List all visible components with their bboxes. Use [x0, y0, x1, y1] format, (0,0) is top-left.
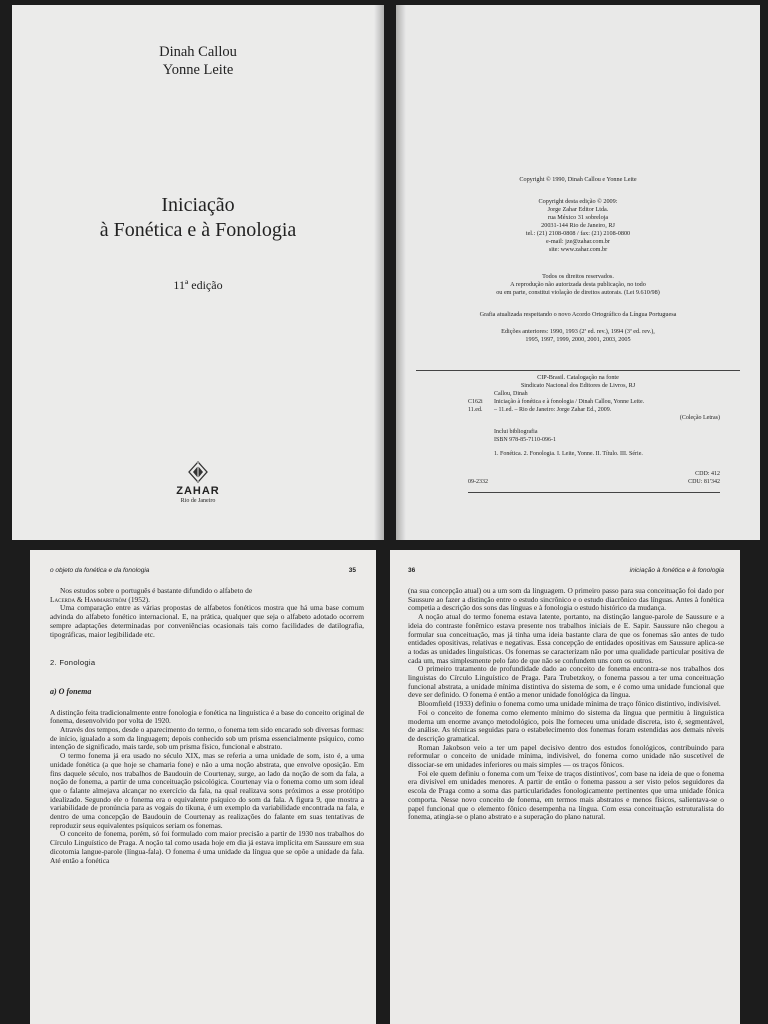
page-35	[30, 550, 376, 1024]
publisher-logo	[12, 461, 384, 504]
cip-classification	[468, 470, 720, 493]
section-heading: 2. Fonologia	[50, 658, 96, 668]
page-36	[390, 550, 740, 1024]
page-body	[50, 587, 364, 865]
cip-record	[468, 390, 720, 458]
paragraph: (na sua concepção atual) ou a um som da linguagem. O primeiro passo para sua conceituação foi dado por Saussure ao fazer a distinção entre o estudo sincrônico e o estudo diacrônico das línguas. Antes à fonética competia a descrição dos sons das línguas e à fonologia o estudo histórico da mudança.	[408, 586, 724, 613]
cip-title: Iniciação à fonética e à fonologia / Dinah Callou, Yonne Leite.	[494, 399, 645, 405]
running-header	[408, 567, 724, 574]
copyright-page	[396, 5, 760, 540]
publisher-block: Copyright desta edição © 2009: Jorge Zahar Editor Ltda. rua México 31 sobreloja 20031-144 Rio de Janeiro, RJ tel.: (21) 2108-0808 / fax: (21) 2108-0800 e-mail: jze@zahar.com.br site: www.zahar.com.br	[525, 198, 631, 253]
title-line-2: à Fonética e à Fonologia	[99, 219, 297, 241]
cover-page	[12, 5, 384, 540]
running-header	[50, 567, 356, 574]
author-2: Yonne Leite	[162, 62, 234, 78]
cip-includes: Inclui bibliografia	[494, 429, 538, 435]
paragraph: O primeiro tratamento de profundidade dado ao conceito de fonema encontra-se nos trabalhos dos linguistas do Círculo Linguístico de Praga. Para Trubetzkoy, o fonema passou a ter uma conceituação funcional abstrata, a unidade mínima distintiva do sistema de som, e é como uma unidade funcional que deve ser definido. O fonema é então a menor unidade fonológica da língua.	[408, 664, 724, 700]
page-body	[408, 587, 724, 822]
copyright-line: Copyright © 1990, Dinah Callou e Yonne Leite	[519, 176, 637, 183]
paragraph: Nos estudos sobre o português é bastante difundido o alfabeto de Lacerda & Hammarström (1952).	[50, 586, 253, 604]
paragraph: Foi ele quem definiu o fonema com um 'feixe de traços distintivos', com base na ideia de que o fonema era divisível em unidades menores. A partir de então o fonema passou a ser visto pelos seguidores da escola de Praga como a soma das particularidades fonologicamente pertinentes que uma unidade fônica comporta. Nesse novo conceito de fonema, em termos mais abstratos e menos físicos, salientava-se o papel funcional que o elemento fônico desempenha na língua. Com essa conceituação estruturalista do fonema, atingia-se o plano abstrato e a superação do plano natural.	[408, 768, 724, 822]
rights-notice: Todos os direitos reservados. A reprodução não autorizada desta publicação, no todo ou em parte, constitui violação de direitos autorais. (Lei 9.610/98)	[496, 273, 660, 296]
running-title: o objeto da fonética e da fonologia	[50, 567, 150, 574]
paragraph: Através dos tempos, desde o aparecimento do termo, o fonema tem sido encarado sob diversas formas: de início, igualado a som da linguagem; depois conhecido sob um prisma essencialmente psíquico, como intenção de significado, mais tarde, sob um prisma físico, funcional e abstrato.	[50, 725, 364, 752]
page-number: 36	[408, 567, 416, 574]
publisher-city: Rio de Janeiro	[180, 498, 216, 504]
catalog-number: 09-2332	[468, 479, 488, 485]
cip-header: CIP-Brasil. Catalogação na fonte Sindicato Nacional dos Editores de Livros, RJ	[416, 370, 740, 390]
subsection-heading: a) O fonema	[50, 686, 92, 696]
paragraph: Bloomfield (1933) definiu o fonema como uma unidade mínima de traço fônico distintivo, indivisível.	[418, 699, 721, 709]
publisher-name: ZAHAR	[176, 485, 220, 497]
book-title	[12, 193, 384, 243]
title-line-1: Iniciação	[161, 194, 235, 216]
cdd: CDD: 412	[695, 471, 720, 477]
orthography-note: Grafia atualizada respeitando o novo Acordo Ortográfico da Língua Portuguesa	[479, 311, 677, 318]
paragraph: A noção atual do termo fonema estava latente, portanto, na distinção langue-parole de Saussure e a ideia do contraste fonêmico estava presente nos trabalhos iniciais de E. Sapir. Saussure não chegou a formular sua conceituação, mas já tinha uma ideia bastante clara de que os fonemas são antes de tudo entidades opositivas, relativas e negativas. Essa concepção de entidades opositivas em Saussure aplica-se a todas as unidades linguísticas. Os fonemas se caracterizam não por uma qualidade particular positiva de cada um, mas simplesmente pelo fato de que não se confundem uns com os outros.	[408, 612, 724, 665]
cdu: CDU: 81'342	[688, 479, 720, 485]
cip-author: Callou, Dinah	[494, 391, 528, 397]
previous-editions: Edições anteriores: 1990, 1993 (2ª ed. rev.), 1994 (3ª ed. rev.), 1995, 1997, 1999, 2000, 2001, 2003, 2005	[501, 328, 655, 343]
running-title: iniciação à fonética e à fonologia	[629, 567, 724, 574]
page-number: 35	[348, 567, 356, 574]
cip-code-1: C162i	[468, 399, 483, 405]
cip-subjects: 1. Fonética. 2. Fonologia. I. Leite, Yonne. II. Título. III. Série.	[494, 451, 643, 457]
paragraph: O termo fonema já era usado no século XIX, mas se referia a uma unidade de som, isto é, a uma unidade fonética (a que hoje se chamaria fone) e não a uma noção abstrata, que envolve oposição. Em fins daquele século, nos trabalhos de Baudouin de Courtenay, surge, ao lado da noção de som da fala, a noção de fonema, a partir de uma conceituação psicológica. Courtenay via o fonema como um som ideal que o falante almejava alcançar no exercício da fala, na qual realizava sons próximos a esse protótipo idealizado. Segundo ele o fonema era o equivalente psíquico do som da fala. A figura 9, que mostra a variabilidade de pronúncia para as vogais do tikuna, é um exemplo da variabilidade encontrada na fala, e dentro de uma concepção de Baudouin de Courtenay as realizações do falante em suas tentativas de reproduzir seus equivalentes psíquicos seriam os fonemas.	[50, 751, 364, 830]
cip-imprint: – 11.ed. – Rio de Janeiro: Jorge Zahar Ed., 2009.	[494, 407, 612, 413]
zahar-logo-icon	[186, 461, 210, 483]
edition: 11ª edição	[173, 278, 223, 292]
cip-isbn: ISBN 978-85-7110-096-1	[494, 437, 556, 443]
cip-series: (Coleção Letras)	[679, 415, 720, 421]
paragraph: Uma comparação entre as várias propostas de alfabetos fonéticos mostra que há uma base comum advinda do alfabeto fonético internacional. E, na prática, qualquer que seja o alfabeto adotado ocorrem sempre adaptações determinadas por conveniências ocasionais tais como facilidades de datilografia, tipográficas, maior legibilidade etc.	[50, 603, 364, 639]
paragraph: A distinção feita tradicionalmente entre fonologia e fonética na linguística é a base do conceito original de fonema, desenvolvido por volta de 1920.	[50, 707, 364, 726]
paragraph: Foi o conceito de fonema como elemento mínimo do sistema da língua que permitiu à linguística moderna um enorme avanço metodológico, pois lhe forneceu uma unidade discreta, isto é, segmentável, de análise. As técnicas seguidas para o estabelecimento dos fonemas foram estendidas aos demais níveis de descrição gramatical.	[408, 707, 724, 743]
paragraph: O conceito de fonema, porém, só foi formulado com maior precisão a partir de 1930 nos trabalhos do Círculo Linguístico de Praga. A noção tal como usada hoje em dia já estava implícita em Saussure em sua dicotomia langue-parole (língua-fala). O fonema é uma unidade da língua que se opõe a unidade da fala. Até então a fonética	[50, 829, 364, 865]
paragraph: Roman Jakobson veio a ter um papel decisivo dentro dos estudos fonológicos, contribuindo para reformular o conceito de unidade mínima, indivisível, do fonema como unidade não suscetível de dissociar-se em unidades inferiores ou mais simples — os traços fônicos.	[408, 742, 724, 770]
authors	[12, 43, 384, 79]
author-1: Dinah Callou	[159, 44, 237, 60]
cip-code-2: 11.ed.	[468, 407, 483, 413]
